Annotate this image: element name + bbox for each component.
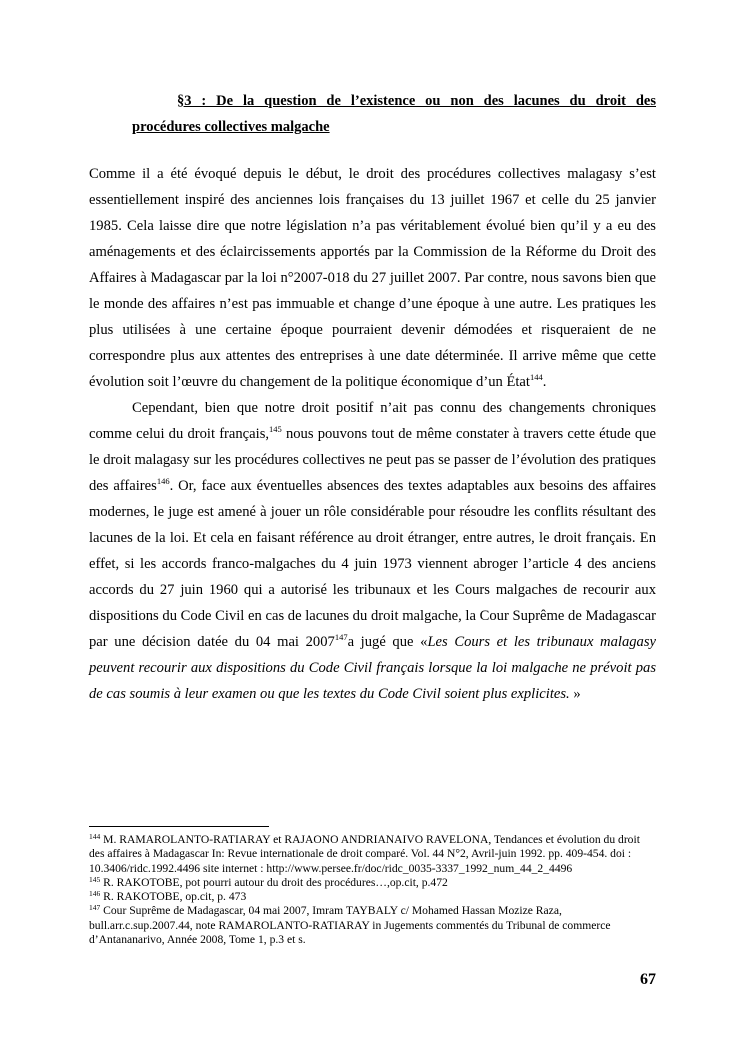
footnote-number: 144	[89, 832, 101, 841]
paragraph-2	[89, 395, 656, 707]
footnote-separator	[89, 826, 269, 827]
footnote-ref-144: 144	[529, 372, 543, 382]
paragraph-text: Cependant, bien que notre droit positif n’ait pas connu des changements chroniques comme celui du droit français,	[89, 400, 656, 442]
section-heading-line-2: procédures collectives malgache	[132, 119, 330, 135]
footnote-text: R. RAKOTOBE, op.cit, p. 473	[100, 890, 247, 904]
footnote-text: M. RAMAROLANTO-RATIARAY et RAJAONO ANDRIANAIVO RAVELONA, Tendances et évolution du droit des affaires à Madagascar In: Revue internationale de droit comparé. Vol. 44 N°2, Avril-juin 1992. pp. 409-454. doi : 10.3406/ridc.1992.4496 site internet : http://www.persee.fr/doc/ridc_0035-3337_1992_num_44_2_4496	[89, 833, 640, 875]
section-heading	[89, 88, 656, 140]
footnote-text: R. RAKOTOBE, pot pourri autour du droit des procédures…,op.cit, p.472	[100, 875, 448, 889]
footnote-text: Cour Suprême de Madagascar, 04 mai 2007, Imram TAYBALY c/ Mohamed Hassan Mozize Raza, bull.arr.c.sup.2007.44, note RAMAROLANTO-RATIARAY in Jugements commentés du Tribunal de commerce d’Antananarivo, Année 2008, Tome 1, p.3 et s.	[89, 904, 611, 947]
footnote-144	[89, 833, 656, 876]
footnotes	[89, 833, 656, 947]
quotation: Les Cours et les tribunaux malagasy peuvent recourir aux dispositions du Code Civil français lorsque la loi malgache ne prévoit pas de cas soumis à leur examen ou que les textes du Code Civil soient plus explicites.	[89, 634, 656, 702]
paragraph-text: Comme il a été évoqué depuis le début, le droit des procédures collectives malagasy s’est essentiellement inspiré des anciennes lois françaises du 13 juillet 1967 et celle du 25 janvier 1985. Cela laisse dire que notre législation n’a pas véritablement évolué bien qu’il y a eu des aménagements et des éclaircissements apportés par la Commission de la Réforme du Droit des Affaires à Madagascar par la loi n°2007-018 du 27 juillet 2007. Par contre, nous savons bien que le monde des affaires n’est pas immuable et change d’une époque à une autre. Les pratiques les plus utilisées à une certaine époque pourraient devenir démodées et risqueraient de ne correspondre plus aux attentes des entreprises à une date déterminée. Il arrive même que cette évolution soit l’œuvre du changement de la politique économique d’un État	[89, 166, 656, 390]
footnote-147	[89, 904, 656, 947]
section-heading-line-1: §3 : De la question de l’existence ou non des lacunes du droit des	[177, 93, 656, 109]
footnote-number: 145	[89, 874, 101, 884]
footnote-ref-145: 145	[269, 424, 282, 434]
footnote-number: 147	[89, 903, 101, 913]
footnote-ref-146: 146	[156, 476, 170, 486]
paragraph-text: »	[569, 686, 581, 702]
paragraph-1	[89, 161, 656, 395]
footnote-number: 146	[89, 889, 101, 899]
footnote-145	[89, 876, 656, 890]
paragraph-text: . Or, face aux éventuelles absences des textes adaptables aux besoins des affaires modernes, le juge est amené à jouer un rôle considérable pour résoudre les conflits résultant des lacunes de la loi. Et cela en faisant référence au droit étranger, entre autres, le droit français. En effet, si les accords franco-malgaches du 4 juin 1973 viennent abroger l’article 4 des anciens accords du 27 juin 1960 qui a autorisé les tribunaux et les Cours malgaches de recourir aux dispositions du Code Civil en cas de lacunes du droit malgache, la Cour Suprême de Madagascar par une décision datée du 04 mai 2007	[89, 478, 656, 650]
paragraph-text: nous pouvons tout de même constater à travers cette étude que le droit malagasy sur les procédures collectives ne peut pas se passer de l’évolution des pratiques des affaires	[89, 426, 656, 494]
body-text	[89, 161, 656, 707]
paragraph-text: .	[542, 374, 547, 390]
footnote-ref-147: 147	[334, 632, 348, 642]
footnote-146	[89, 890, 656, 904]
page-number: 67	[640, 971, 656, 988]
paragraph-text: a jugé que «	[347, 634, 428, 650]
